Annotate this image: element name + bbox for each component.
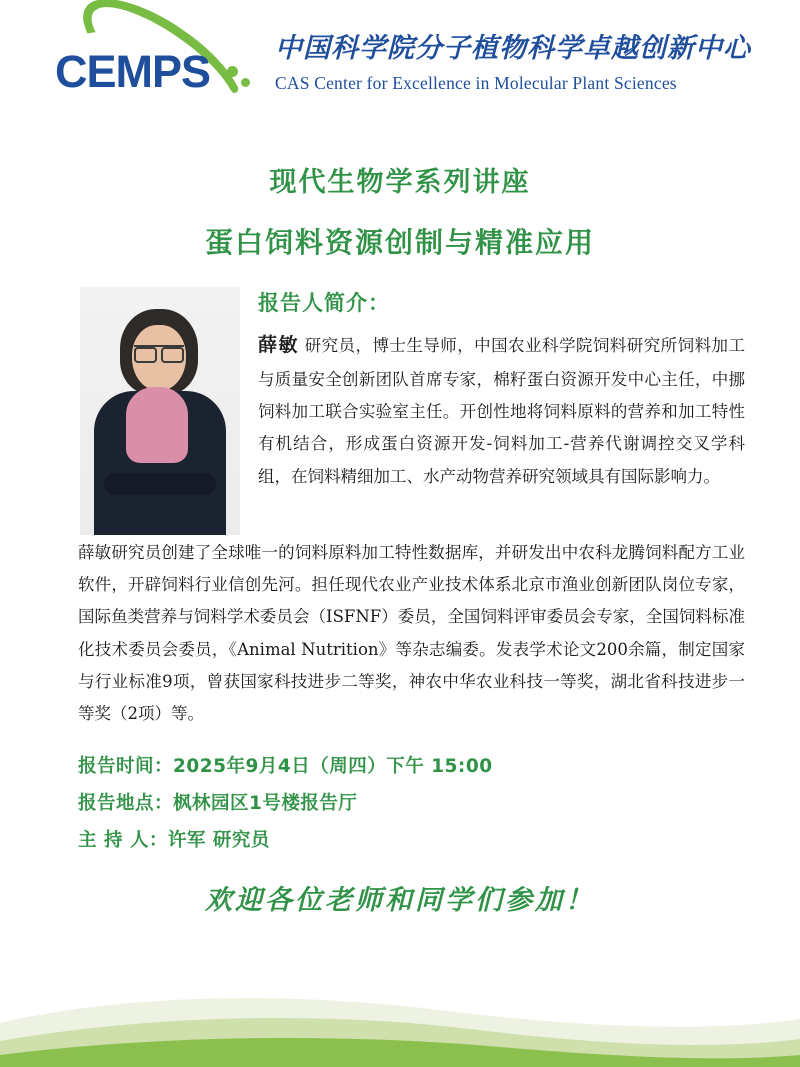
portrait-arm (104, 473, 216, 495)
speaker-section (0, 287, 800, 535)
speaker-name: 薛敏 (258, 334, 299, 356)
event-info (0, 752, 800, 852)
lecture-series-title: 现代生物学系列讲座 (269, 167, 531, 198)
cemps-logo (55, 18, 265, 104)
logo-dot-icon (231, 86, 238, 93)
event-time: 报告时间：2025年9月4日（周四）下午 15:00 (78, 756, 493, 778)
logo-dot-icon (241, 78, 250, 87)
institution-name-en: CAS Center for Excellence in Molecular Plant Sciences (275, 73, 677, 93)
event-location: 报告地点：枫林园区1号楼报告厅 (78, 793, 358, 815)
speaker-intro-label: 报告人简介： (258, 291, 390, 315)
speaker-bio-second: 薛敏研究员创建了全球唯一的饲料原料加工特性数据库，并研发出中农科龙腾饲料配方工业软件，开辟饲料行业信创先河。担任现代农业产业技术体系北京市渔业创新团队岗位专家，国际鱼类营养与饲料学术委员会（ISFNF）委员，全国饲料评审委员会专家，全国饲料标准化技术委员会委员，《Animal Nutrition》等杂志编委。发表学术论文200余篇，制定国家与行业标准9项，曾获国家科技进步二等奖，神农中华农业科技一等奖，湖北省科技进步一等奖（2项）等。 (78, 543, 745, 723)
poster-titles (0, 160, 800, 261)
footer-decoration (0, 989, 800, 1067)
glasses-icon (134, 345, 184, 360)
logo-dot-icon (227, 66, 238, 77)
institution-names (275, 18, 751, 94)
wave-graphic (0, 989, 800, 1067)
page-header (0, 0, 800, 138)
institution-name-cn: 中国科学院分子植物科学卓越创新中心 (275, 33, 751, 64)
speaker-bio-first-text: 研究员，博士生导师，中国农业科学院饲料研究所饲料加工与质量安全创新团队首席专家，棉籽蛋白资源开发中心主任，中挪饲料加工联合实验室主任。开创性地将饲料原料的营养和加工特性有机结合，形成蛋白资源开发-饲料加工-营养代谢调控交叉学科组，在饲料精细加工、水产动物营养研究领域具有国际影响力。 (258, 336, 745, 486)
speaker-photo (80, 287, 240, 535)
welcome-message: 欢迎各位老师和同学们参加！ (205, 885, 595, 917)
logo-wordmark: CEMPS (55, 46, 211, 97)
event-host: 主 持 人：许军 研究员 (78, 830, 270, 852)
page-title: 蛋白饲料资源创制与精准应用 (204, 226, 595, 259)
portrait-scarf (126, 387, 188, 463)
